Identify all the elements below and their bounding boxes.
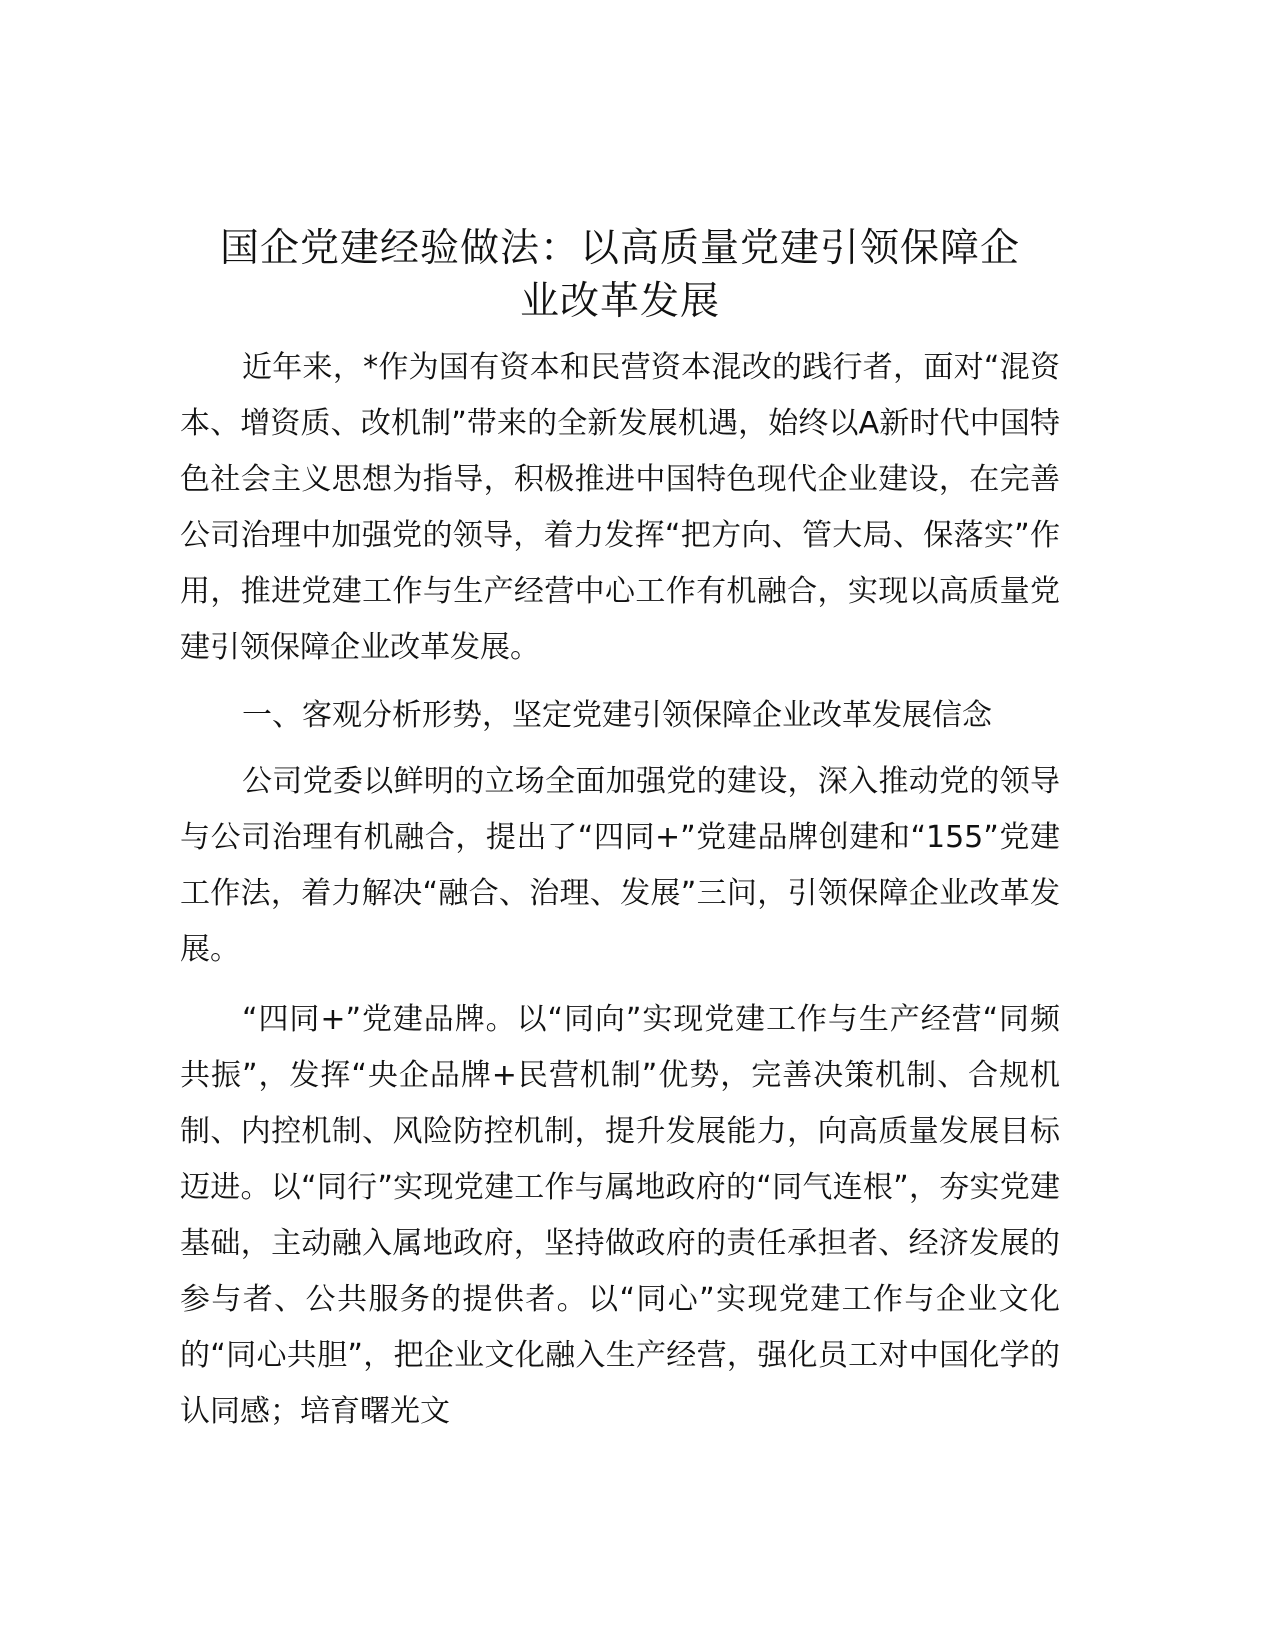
body-paragraph: “四同+”党建品牌。以“同向”实现党建工作与生产经营“同频共振”，发挥“央企品牌+民营机制”优势，完善决策机制、合规机制、内控机制、风险防控机制，提升发展能力，向高质量发展目标迈进。以“同行”实现党建工作与属地政府的“同气连根”，夯实党建基础，主动融入属地政府，坚持做政府的责任承担者、经济发展的参与者、公共服务的提供者。以“同心”实现党建工作与企业文化的“同心共胆”，把企业文化融入生产经营，强化员工对中国化学的认同感；培育曙光文 <box>180 1002 1060 1429</box>
document-title <box>180 222 1060 328</box>
document-body <box>180 340 1060 1452</box>
intro-paragraph: 近年来，*作为国有资本和民营资本混改的践行者，面对“混资本、增资质、改机制”带来的全新发展机遇，始终以A新时代中国特色社会主义思想为指导，积极推进中国特色现代企业建设，在完善公司治理中加强党的领导，着力发挥“把方向、管大局、保落实”作用，推进党建工作与生产经营中心工作有机融合，实现以高质量党建引领保障企业改革发展。 <box>180 350 1060 665</box>
body-paragraph: 公司党委以鲜明的立场全面加强党的建设，深入推动党的领导与公司治理有机融合，提出了“四同+”党建品牌创建和“155”党建工作法，着力解决“融合、治理、发展”三问，引领保障企业改革发展。 <box>180 764 1060 967</box>
section-heading-1: 一、客观分析形势，坚定党建引领保障企业改革发展信念 <box>242 698 992 733</box>
title-line-2: 业改革发展 <box>519 279 720 324</box>
title-line-1: 国企党建经验做法：以高质量党建引领保障企 <box>219 226 1020 271</box>
